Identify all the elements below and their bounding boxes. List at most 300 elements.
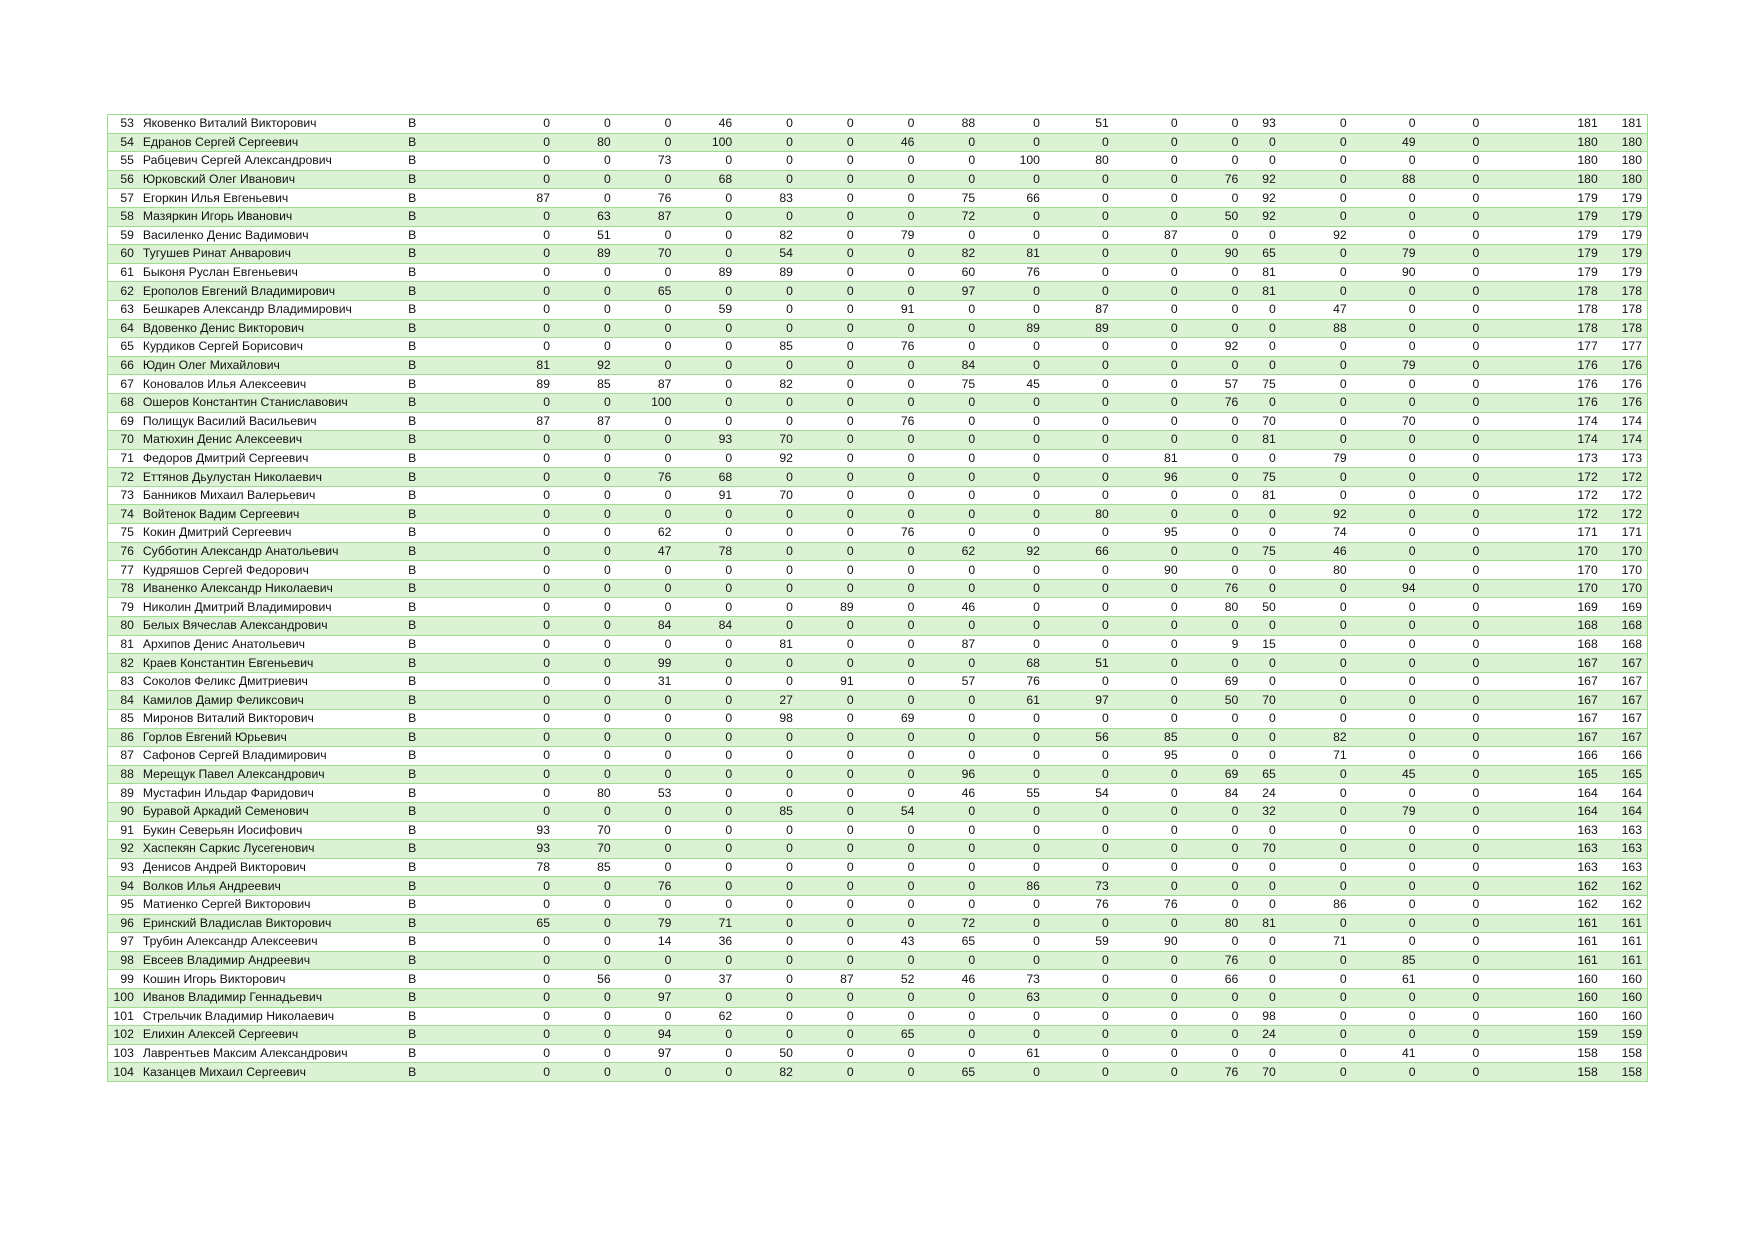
score-cell: 0	[1352, 821, 1421, 840]
score-cell: 0	[1421, 840, 1485, 859]
score-cell: 0	[859, 263, 920, 282]
score-cell: 0	[1243, 524, 1280, 543]
score-cell: 0	[676, 821, 737, 840]
score-cell: 0	[465, 152, 555, 171]
final-total-cell: 168	[1603, 617, 1648, 636]
table-row	[108, 524, 1648, 543]
score-cell: 0	[859, 988, 920, 1007]
score-cell: 0	[1045, 1063, 1114, 1082]
score-cell: 0	[859, 561, 920, 580]
score-cell: 0	[555, 691, 616, 710]
score-cell: 63	[980, 988, 1045, 1007]
group-cell: В	[404, 412, 465, 431]
table-row	[108, 877, 1648, 896]
score-cell: 89	[798, 598, 859, 617]
score-cell: 0	[737, 784, 798, 803]
score-cell: 0	[465, 505, 555, 524]
score-cell: 81	[1243, 431, 1280, 450]
score-cell: 0	[465, 338, 555, 357]
final-total-cell: 176	[1603, 375, 1648, 394]
name-cell: Кокин Дмитрий Сергеевич	[139, 524, 404, 543]
group-cell: В	[404, 802, 465, 821]
score-cell: 0	[1352, 914, 1421, 933]
score-cell: 0	[980, 858, 1045, 877]
score-cell: 0	[1352, 784, 1421, 803]
total-cell: 179	[1484, 245, 1602, 264]
score-cell: 0	[798, 282, 859, 301]
score-cell: 0	[798, 747, 859, 766]
score-cell: 0	[737, 951, 798, 970]
score-cell: 0	[1281, 970, 1352, 989]
score-cell: 0	[859, 189, 920, 208]
final-total-cell: 158	[1603, 1063, 1648, 1082]
table-row	[108, 933, 1648, 952]
group-cell: В	[404, 914, 465, 933]
score-cell: 0	[1114, 393, 1183, 412]
score-cell: 0	[1281, 133, 1352, 152]
rank-cell: 58	[108, 207, 139, 226]
score-cell: 80	[1045, 505, 1114, 524]
score-cell: 0	[737, 542, 798, 561]
name-cell: Евсеев Владимир Андреевич	[139, 951, 404, 970]
score-cell: 46	[919, 970, 980, 989]
table-row	[108, 207, 1648, 226]
final-total-cell: 178	[1603, 300, 1648, 319]
final-total-cell: 179	[1603, 189, 1648, 208]
score-cell: 0	[859, 431, 920, 450]
score-cell: 0	[737, 1026, 798, 1045]
name-cell: Еттянов Дьулустан Николаевич	[139, 468, 404, 487]
score-cell: 0	[980, 933, 1045, 952]
score-cell: 0	[737, 319, 798, 338]
score-cell: 79	[616, 914, 677, 933]
score-cell: 0	[919, 1007, 980, 1026]
score-cell: 0	[737, 747, 798, 766]
score-cell: 0	[798, 412, 859, 431]
score-cell: 0	[1352, 393, 1421, 412]
table-row	[108, 765, 1648, 784]
score-cell: 0	[919, 319, 980, 338]
score-cell: 0	[1114, 338, 1183, 357]
total-cell: 179	[1484, 226, 1602, 245]
score-cell: 0	[798, 486, 859, 505]
score-cell: 92	[980, 542, 1045, 561]
final-total-cell: 161	[1603, 951, 1648, 970]
score-cell: 0	[1421, 226, 1485, 245]
score-cell: 80	[1281, 561, 1352, 580]
score-cell: 0	[1114, 505, 1183, 524]
score-cell: 0	[1243, 858, 1280, 877]
score-cell: 0	[859, 877, 920, 896]
rank-cell: 92	[108, 840, 139, 859]
score-cell: 0	[1421, 970, 1485, 989]
score-cell: 0	[798, 189, 859, 208]
score-cell: 76	[859, 524, 920, 543]
score-cell: 0	[465, 970, 555, 989]
score-cell: 70	[555, 821, 616, 840]
score-cell: 0	[676, 282, 737, 301]
score-cell: 61	[1352, 970, 1421, 989]
score-cell: 0	[1421, 449, 1485, 468]
score-cell: 87	[798, 970, 859, 989]
score-cell: 0	[1421, 356, 1485, 375]
total-cell: 176	[1484, 375, 1602, 394]
score-cell: 92	[1281, 226, 1352, 245]
table-row	[108, 617, 1648, 636]
total-cell: 168	[1484, 635, 1602, 654]
score-cell: 0	[676, 152, 737, 171]
score-cell: 79	[859, 226, 920, 245]
name-cell: Горлов Евгений Юрьевич	[139, 728, 404, 747]
score-cell: 0	[1281, 152, 1352, 171]
name-cell: Миронов Виталий Викторович	[139, 710, 404, 729]
score-cell: 0	[1352, 988, 1421, 1007]
final-total-cell: 172	[1603, 486, 1648, 505]
total-cell: 160	[1484, 988, 1602, 1007]
table-row	[108, 728, 1648, 747]
score-cell: 93	[676, 431, 737, 450]
score-cell: 0	[919, 431, 980, 450]
score-cell: 0	[1114, 412, 1183, 431]
score-cell: 0	[616, 1007, 677, 1026]
table-row	[108, 468, 1648, 487]
score-cell: 0	[919, 895, 980, 914]
score-cell: 91	[676, 486, 737, 505]
score-cell: 0	[737, 840, 798, 859]
score-cell: 69	[1183, 672, 1244, 691]
name-cell: Тугушев Ринат Анварович	[139, 245, 404, 264]
final-total-cell: 179	[1603, 207, 1648, 226]
table-row	[108, 710, 1648, 729]
rank-cell: 63	[108, 300, 139, 319]
score-cell: 0	[1243, 300, 1280, 319]
rank-cell: 101	[108, 1007, 139, 1026]
score-cell: 0	[465, 988, 555, 1007]
score-cell: 0	[616, 319, 677, 338]
score-cell: 0	[919, 152, 980, 171]
score-cell: 0	[465, 691, 555, 710]
score-cell: 0	[980, 486, 1045, 505]
table-row	[108, 505, 1648, 524]
score-cell: 0	[616, 449, 677, 468]
score-cell: 0	[465, 542, 555, 561]
group-cell: В	[404, 821, 465, 840]
score-cell: 43	[859, 933, 920, 952]
score-cell: 0	[1114, 542, 1183, 561]
name-cell: Кошин Игорь Викторович	[139, 970, 404, 989]
rank-cell: 87	[108, 747, 139, 766]
score-cell: 56	[1045, 728, 1114, 747]
score-cell: 0	[859, 245, 920, 264]
score-cell: 0	[1114, 486, 1183, 505]
score-cell: 0	[676, 207, 737, 226]
score-cell: 0	[980, 300, 1045, 319]
score-cell: 82	[737, 375, 798, 394]
score-cell: 0	[859, 282, 920, 301]
score-cell: 0	[1045, 765, 1114, 784]
score-cell: 0	[676, 672, 737, 691]
score-cell: 0	[980, 951, 1045, 970]
score-cell: 0	[555, 951, 616, 970]
table-row	[108, 133, 1648, 152]
table-row	[108, 579, 1648, 598]
score-cell: 0	[859, 895, 920, 914]
name-cell: Денисов Андрей Викторович	[139, 858, 404, 877]
score-cell: 0	[555, 579, 616, 598]
score-cell: 0	[676, 654, 737, 673]
score-cell: 0	[1352, 375, 1421, 394]
score-cell: 0	[980, 393, 1045, 412]
group-cell: В	[404, 635, 465, 654]
score-cell: 0	[859, 821, 920, 840]
group-cell: В	[404, 152, 465, 171]
score-cell: 0	[1114, 840, 1183, 859]
rank-cell: 96	[108, 914, 139, 933]
score-cell: 0	[1352, 635, 1421, 654]
score-cell: 0	[1114, 133, 1183, 152]
rank-cell: 81	[108, 635, 139, 654]
score-cell: 15	[1243, 635, 1280, 654]
name-cell: Бешкарев Александр Владимирович	[139, 300, 404, 319]
score-cell: 0	[465, 226, 555, 245]
score-cell: 0	[1421, 319, 1485, 338]
score-cell: 0	[1183, 821, 1244, 840]
score-cell: 73	[616, 152, 677, 171]
score-cell: 0	[555, 524, 616, 543]
score-cell: 0	[919, 988, 980, 1007]
rank-cell: 98	[108, 951, 139, 970]
score-cell: 95	[1114, 747, 1183, 766]
score-cell: 0	[555, 728, 616, 747]
score-cell: 0	[616, 133, 677, 152]
score-cell: 0	[919, 1044, 980, 1063]
final-total-cell: 162	[1603, 895, 1648, 914]
final-total-cell: 162	[1603, 877, 1648, 896]
score-cell: 0	[1281, 840, 1352, 859]
score-cell: 0	[555, 282, 616, 301]
name-cell: Елихин Алексей Сергеевич	[139, 1026, 404, 1045]
total-cell: 178	[1484, 282, 1602, 301]
score-cell: 0	[1114, 691, 1183, 710]
score-cell: 75	[919, 189, 980, 208]
total-cell: 177	[1484, 338, 1602, 357]
total-cell: 162	[1484, 895, 1602, 914]
table-row	[108, 412, 1648, 431]
score-cell: 0	[1243, 133, 1280, 152]
score-cell: 70	[737, 486, 798, 505]
score-cell: 0	[1421, 747, 1485, 766]
score-cell: 0	[1421, 654, 1485, 673]
group-cell: В	[404, 282, 465, 301]
total-cell: 179	[1484, 263, 1602, 282]
table-row	[108, 263, 1648, 282]
score-cell: 85	[555, 858, 616, 877]
score-cell: 0	[798, 245, 859, 264]
score-cell: 70	[1243, 1063, 1280, 1082]
score-cell: 0	[919, 561, 980, 580]
score-cell: 0	[1281, 765, 1352, 784]
table-row	[108, 1026, 1648, 1045]
score-cell: 0	[616, 728, 677, 747]
score-cell: 0	[798, 1044, 859, 1063]
score-cell: 0	[1183, 728, 1244, 747]
score-cell: 0	[465, 1044, 555, 1063]
group-cell: В	[404, 338, 465, 357]
score-cell: 0	[859, 728, 920, 747]
score-cell: 0	[616, 840, 677, 859]
rank-cell: 75	[108, 524, 139, 543]
score-cell: 46	[676, 115, 737, 134]
score-cell: 0	[1183, 617, 1244, 636]
score-cell: 76	[859, 412, 920, 431]
score-cell: 0	[919, 802, 980, 821]
total-cell: 167	[1484, 654, 1602, 673]
score-cell: 0	[1243, 338, 1280, 357]
score-cell: 0	[1183, 1044, 1244, 1063]
score-cell: 0	[1045, 431, 1114, 450]
score-cell: 90	[1183, 245, 1244, 264]
score-cell: 0	[980, 356, 1045, 375]
score-cell: 0	[1114, 189, 1183, 208]
score-cell: 0	[1421, 412, 1485, 431]
score-cell: 0	[1114, 802, 1183, 821]
score-cell: 87	[616, 375, 677, 394]
score-cell: 0	[798, 393, 859, 412]
score-cell: 57	[1183, 375, 1244, 394]
results-table-body	[108, 115, 1648, 1082]
score-cell: 0	[1352, 207, 1421, 226]
rank-cell: 53	[108, 115, 139, 134]
score-cell: 80	[1183, 914, 1244, 933]
name-cell: Еринский Владислав Викторович	[139, 914, 404, 933]
score-cell: 0	[798, 933, 859, 952]
rank-cell: 66	[108, 356, 139, 375]
score-cell: 91	[798, 672, 859, 691]
rank-cell: 61	[108, 263, 139, 282]
score-cell: 81	[1243, 282, 1280, 301]
rank-cell: 73	[108, 486, 139, 505]
score-cell: 0	[980, 895, 1045, 914]
score-cell: 0	[1183, 561, 1244, 580]
score-cell: 0	[798, 821, 859, 840]
score-cell: 0	[798, 319, 859, 338]
name-cell: Буравой Аркадий Семенович	[139, 802, 404, 821]
score-cell: 0	[1045, 747, 1114, 766]
score-cell: 75	[919, 375, 980, 394]
rank-cell: 74	[108, 505, 139, 524]
table-row	[108, 598, 1648, 617]
score-cell: 0	[919, 486, 980, 505]
score-cell: 0	[1114, 1026, 1183, 1045]
score-cell: 0	[555, 765, 616, 784]
score-cell: 0	[1183, 152, 1244, 171]
score-cell: 0	[798, 951, 859, 970]
score-cell: 0	[1352, 858, 1421, 877]
score-cell: 0	[555, 189, 616, 208]
total-cell: 172	[1484, 468, 1602, 487]
score-cell: 0	[1045, 375, 1114, 394]
score-cell: 81	[1243, 914, 1280, 933]
score-cell: 0	[1352, 710, 1421, 729]
score-cell: 0	[1114, 821, 1183, 840]
score-cell: 0	[1421, 189, 1485, 208]
group-cell: В	[404, 970, 465, 989]
score-cell: 0	[616, 598, 677, 617]
score-cell: 79	[1352, 802, 1421, 821]
name-cell: Полищук Василий Васильевич	[139, 412, 404, 431]
group-cell: В	[404, 579, 465, 598]
group-cell: В	[404, 1007, 465, 1026]
name-cell: Юрковский Олег Иванович	[139, 170, 404, 189]
score-cell: 76	[616, 189, 677, 208]
total-cell: 159	[1484, 1026, 1602, 1045]
score-cell: 0	[980, 840, 1045, 859]
score-cell: 0	[1281, 1044, 1352, 1063]
score-cell: 54	[1045, 784, 1114, 803]
score-cell: 0	[859, 672, 920, 691]
table-row	[108, 654, 1648, 673]
score-cell: 0	[980, 728, 1045, 747]
final-total-cell: 164	[1603, 802, 1648, 821]
score-cell: 0	[616, 1063, 677, 1082]
score-cell: 0	[859, 617, 920, 636]
total-cell: 181	[1484, 115, 1602, 134]
name-cell: Войтенок Вадим Сергеевич	[139, 505, 404, 524]
table-row	[108, 338, 1648, 357]
score-cell: 0	[616, 431, 677, 450]
score-cell: 0	[798, 691, 859, 710]
group-cell: В	[404, 245, 465, 264]
final-total-cell: 177	[1603, 338, 1648, 357]
score-cell: 0	[676, 356, 737, 375]
score-cell: 0	[1421, 579, 1485, 598]
score-cell: 86	[980, 877, 1045, 896]
score-cell: 0	[555, 263, 616, 282]
score-cell: 0	[1421, 1063, 1485, 1082]
group-cell: В	[404, 598, 465, 617]
score-cell: 0	[1114, 375, 1183, 394]
score-cell: 0	[919, 338, 980, 357]
score-cell: 73	[980, 970, 1045, 989]
score-cell: 0	[1421, 802, 1485, 821]
score-cell: 53	[616, 784, 677, 803]
score-cell: 0	[676, 393, 737, 412]
score-cell: 0	[919, 468, 980, 487]
score-cell: 72	[919, 207, 980, 226]
score-cell: 66	[1045, 542, 1114, 561]
rank-cell: 65	[108, 338, 139, 357]
score-cell: 0	[798, 170, 859, 189]
score-cell: 82	[919, 245, 980, 264]
rank-cell: 79	[108, 598, 139, 617]
score-cell: 0	[980, 338, 1045, 357]
score-cell: 0	[859, 505, 920, 524]
score-cell: 0	[798, 375, 859, 394]
score-cell: 0	[1281, 393, 1352, 412]
table-row	[108, 914, 1648, 933]
score-cell: 0	[1281, 486, 1352, 505]
table-row	[108, 784, 1648, 803]
rank-cell: 76	[108, 542, 139, 561]
name-cell: Казанцев Михаил Сергеевич	[139, 1063, 404, 1082]
name-cell: Матюхин Денис Алексеевич	[139, 431, 404, 450]
score-cell: 0	[1421, 542, 1485, 561]
group-cell: В	[404, 784, 465, 803]
total-cell: 165	[1484, 765, 1602, 784]
score-cell: 0	[859, 1007, 920, 1026]
name-cell: Архипов Денис Анатольевич	[139, 635, 404, 654]
score-cell: 0	[1352, 282, 1421, 301]
